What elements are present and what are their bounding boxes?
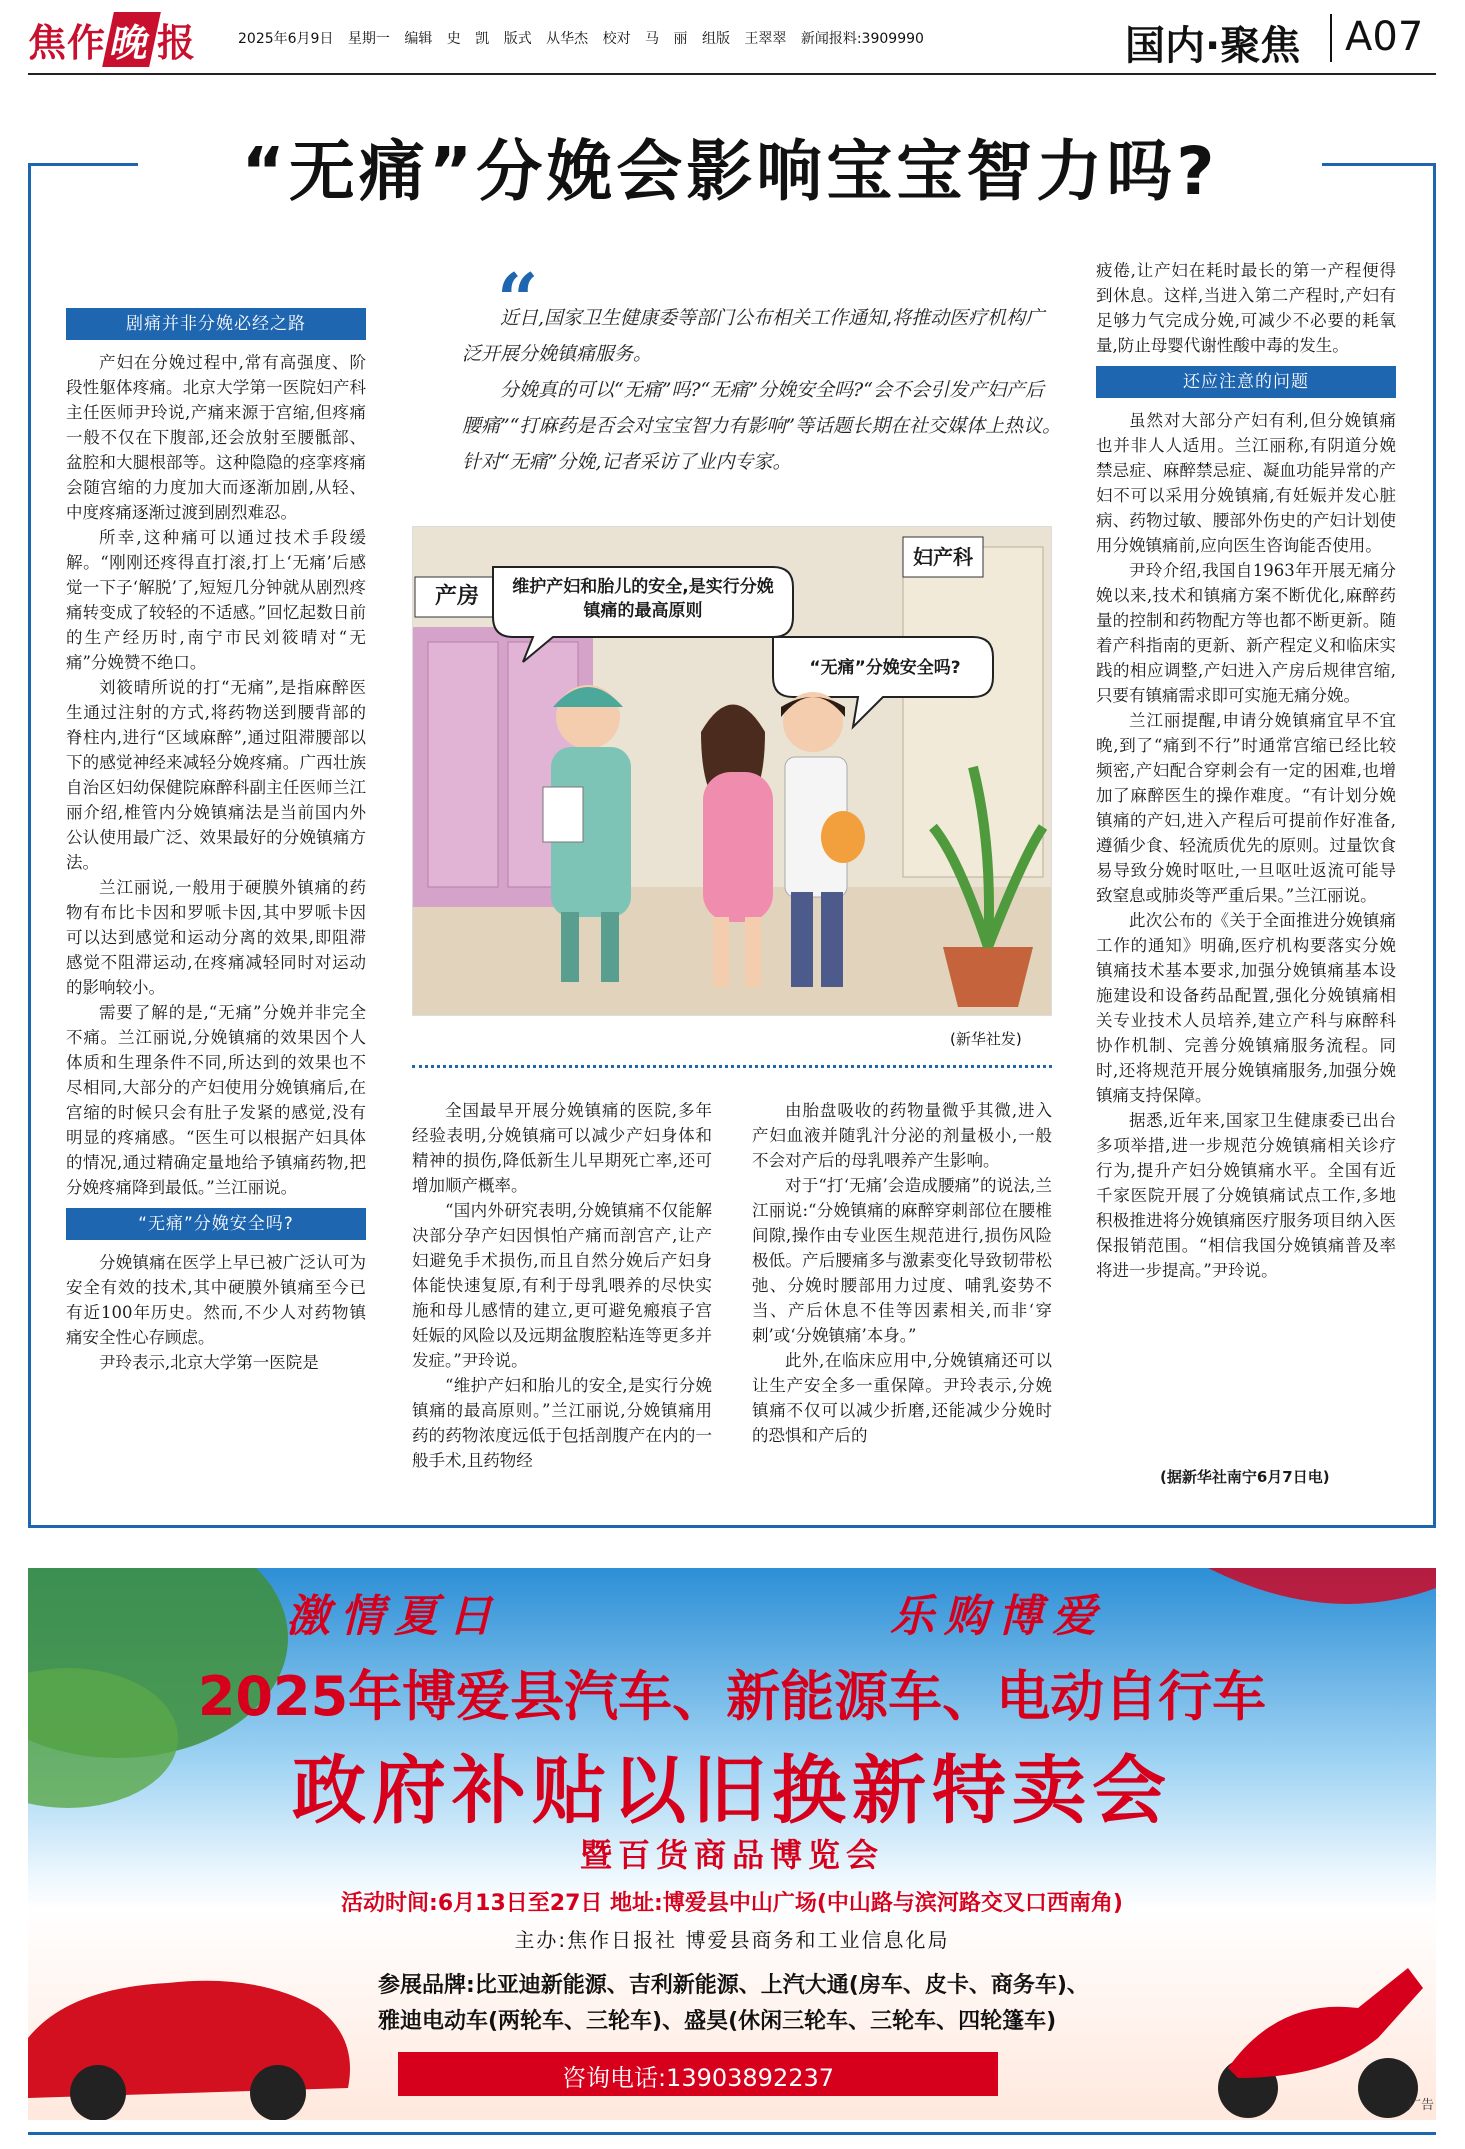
column-2 bbox=[412, 1098, 712, 1473]
paragraph: 所幸,这种痛可以通过技术手段缓解。“刚刚还疼得直打滚,打上‘无痛’后感觉一下子‘解脱’了,短短几分钟就从剧烈疼痛转变成了较轻的不适感。”回忆起数日前的生产经历时,南宁市民刘筱晴对“无痛”分娩赞不绝口。 bbox=[66, 528, 366, 672]
advertisement bbox=[28, 1568, 1436, 2120]
subheading-3: 还应注意的问题 bbox=[1096, 366, 1396, 398]
subheading-1: 剧痛并非分娩必经之路 bbox=[66, 308, 366, 340]
paragraph: 兰江丽提醒,申请分娩镇痛宜早不宜晚,到了“痛到不行”时通常宫缩已经比较频密,产妇配合穿刺会有一定的困难,也增加了麻醉医生的操作难度。“有计划分娩镇痛的产妇,进入产程后可提前作好准备,遵循少食、轻流质优先的原则。过量饮食易导致分娩时呕吐,一旦呕吐返流可能导致窒息或肺炎等严重后果。”兰江丽说。 bbox=[1096, 711, 1396, 905]
paragraph: 兰江丽说,一般用于硬膜外镇痛的药物有布比卡因和罗哌卡因,其中罗哌卡因可以达到感觉和运动分离的效果,即阻滞感觉不阻滞运动,在疼痛减轻同时对运动的影响较小。 bbox=[66, 878, 366, 997]
footer-rule bbox=[28, 2132, 1436, 2135]
paragraph: 此次公布的《关于全面推进分娩镇痛工作的通知》明确,医疗机构要落实分娩镇痛技术基本要求,加强分娩镇痛基本设施建设和设备药品配置,强化分娩镇痛相关专业技术人员培养,建立产科与麻醉科协作机制、完善分娩镇痛服务流程。同时,还将规范开展分娩镇痛服务,加强分娩镇痛支持保障。 bbox=[1096, 911, 1396, 1105]
dateline: (据新华社南宁6月7日电) bbox=[1160, 1468, 1330, 1486]
photo-credit: (新华社发) bbox=[950, 1030, 1022, 1048]
paragraph: 尹玲表示,北京大学第一医院是 bbox=[99, 1353, 319, 1372]
header-rule bbox=[28, 73, 1436, 75]
ad-phone: 咨询电话:13903892237 bbox=[561, 2064, 835, 2092]
speech-bubble-doctor: 维护产妇和胎儿的安全,是实行分娩镇痛的最高原则 bbox=[512, 577, 774, 621]
sign-delivery-room: 产房 bbox=[434, 584, 479, 609]
page-number: A07 bbox=[1345, 14, 1424, 60]
paragraph: 尹玲介绍,我国自1963年开展无痛分娩以来,技术和镇痛方案不断优化,麻醉药量的控制和药物配方等也都不断更新。随着产科指南的更新、新产程定义和临床实践的相应调整,产妇进入产房后规律宫缩,只要有镇痛需求即可实施无痛分娩。 bbox=[1096, 561, 1396, 705]
issue-meta: 2025年6月9日 星期一 编辑 史 凯 版式 从华杰 校对 马 丽 组版 王翠翠 新闻报料:3909990 bbox=[238, 31, 924, 47]
page-header bbox=[0, 0, 1465, 82]
ad-label: 广告 bbox=[1408, 2098, 1435, 2113]
section-divider bbox=[1330, 14, 1332, 62]
paragraph: 疲倦,让产妇在耗时最长的第一产程便得到休息。这样,当进入第二产程时,产妇有足够力气完成分娩,可减少不必要的耗氧量,防止母婴代谢性酸中毒的发生。 bbox=[1096, 261, 1396, 355]
paragraph: “国内外研究表明,分娩镇痛不仅能解决部分孕产妇因惧怕产痛而剖宫产,让产妇避免手术损伤,而且自然分娩后产妇身体能快速复原,有利于母乳喂养的尽快实施和母儿感情的建立,更可避免瘢痕子宫妊娠的风险以及远期盆腹腔粘连等更多并发症。”尹玲说。 bbox=[412, 1201, 712, 1370]
ad-slogan-right: 乐购博爱 bbox=[890, 1591, 1106, 1642]
quote-mark-icon: “ bbox=[497, 257, 539, 342]
ad-title-line1: 2025年博爱县汽车、新能源车、电动自行车 bbox=[197, 1665, 1267, 1728]
section-title: 国内·聚焦 bbox=[1125, 23, 1301, 69]
ad-host: 主办:焦作日报社 博爱县商务和工业信息化局 bbox=[514, 1928, 950, 1952]
paragraph: 分娩镇痛在医学上早已被广泛认可为安全有效的技术,其中硬膜外镇痛至今已有近100年历史。然而,不少人对药物镇痛安全性心存顾虑。 bbox=[66, 1253, 366, 1347]
paragraph: 对于“打‘无痛’会造成腰痛”的说法,兰江丽说:“分娩镇痛的麻醉穿刺部位在腰椎间隙,操作由专业医生规范进行,损伤风险极低。产后腰痛多与激素变化导致韧带松弛、分娩时腰部用力过度、哺乳姿势不当、产后休息不佳等因素相关,而非‘穿刺’或‘分娩镇痛’本身。” bbox=[752, 1176, 1052, 1345]
ad-slogan-left: 激情夏日 bbox=[286, 1591, 502, 1642]
subheading-2: “无痛”分娩安全吗? bbox=[66, 1208, 366, 1240]
ad-brands bbox=[378, 1968, 1198, 2040]
frame-top-right bbox=[1322, 163, 1436, 166]
headline: “无痛”分娩会影响宝宝智力吗? bbox=[241, 133, 1219, 210]
ad-time-address: 活动时间:6月13日至27日 地址:博爱县中山广场(中山路与滨河路交叉口西南角) bbox=[341, 1891, 1123, 1916]
lead-p1: 近日,国家卫生健康委等部门公布相关工作通知,将推动医疗机构广泛开展分娩镇痛服务。 bbox=[462, 307, 1045, 365]
lead-paragraph bbox=[462, 300, 1062, 480]
ad-brands-line1: 参展品牌:比亚迪新能源、吉利新能源、上汽大通(房车、皮卡、商务车)、 bbox=[378, 1973, 1089, 1998]
column-3 bbox=[752, 1098, 1052, 1448]
sign-obstetrics: 妇产科 bbox=[913, 545, 973, 569]
paragraph: 此外,在临床应用中,分娩镇痛还可以让生产安全多一重保障。尹玲表示,分娩镇痛不仅可以减少折磨,还能减少分娩时的恐惧和产后的 bbox=[752, 1351, 1052, 1445]
paragraph: 刘筱晴所说的打“无痛”,是指麻醉医生通过注射的方式,将药物送到腰背部的脊柱内,进行“区域麻醉”,通过阻滞腰部以下的感觉神经来减轻分娩疼痛。广西壮族自治区妇幼保健院麻醉科副主任医师兰江丽介绍,椎管内分娩镇痛法是当前国内外公认使用最广泛、效果最好的分娩镇痛方法。 bbox=[66, 678, 366, 872]
paragraph: 据悉,近年来,国家卫生健康委已出台多项举措,进一步规范分娩镇痛相关诊疗行为,提升产妇分娩镇痛水平。全国有近千家医院开展了分娩镇痛试点工作,多地积极推进将分娩镇痛医疗服务项目纳入医保报销范围。“相信我国分娩镇痛普及率将进一步提高。”尹玲说。 bbox=[1096, 1111, 1396, 1280]
column-1 bbox=[66, 300, 366, 1375]
ad-title-line2: 政府补贴以旧换新特卖会 bbox=[292, 1748, 1172, 1834]
masthead-logo: 焦作晚报 bbox=[28, 12, 196, 67]
paragraph: 产妇在分娩过程中,常有高强度、阶段性躯体疼痛。北京大学第一医院妇产科主任医师尹玲说,产痛来源于宫缩,但疼痛一般不仅在下腹部,还会放射至腰骶部、盆腔和大腿根部等。这种隐隐的痉挛疼痛会随宫缩的力度加大而逐渐加剧,从轻、中度疼痛逐渐过渡到剧烈难忍。 bbox=[66, 353, 366, 522]
paragraph: 虽然对大部分产妇有利,但分娩镇痛也并非人人适用。兰江丽称,有阴道分娩禁忌症、麻醉禁忌症、凝血功能异常的产妇不可以采用分娩镇痛,有妊娠并发心脏病、药物过敏、腰部外伤史的产妇计划使用分娩镇痛前,应向医生咨询能否使用。 bbox=[1096, 411, 1396, 555]
dotted-divider bbox=[412, 1065, 1052, 1068]
ad-brands-line2: 雅迪电动车(两轮车、三轮车)、盛昊(休闲三轮车、三轮车、四轮篷车) bbox=[378, 2009, 1057, 2034]
lead-p2: 分娩真的可以“无痛”吗?“无痛”分娩安全吗?“会不会引发产妇产后腰痛”“打麻药是否会对宝宝智力有影响”等话题长期在社交媒体上热议。针对“无痛”分娩,记者采访了业内专家。 bbox=[462, 379, 1062, 473]
paragraph: 全国最早开展分娩镇痛的医院,多年经验表明,分娩镇痛可以减少产妇身体和精神的损伤,降低新生儿早期死亡率,还可增加顺产概率。 bbox=[412, 1101, 712, 1195]
paragraph: 需要了解的是,“无痛”分娩并非完全不痛。兰江丽说,分娩镇痛的效果因个人体质和生理条件不同,所达到的效果也不尽相同,大部分的产妇使用分娩镇痛后,在宫缩的时候只会有肚子发紧的感觉,没有明显的疼痛感。“医生可以根据产妇具体的情况,通过精确定量地给予镇痛药物,把分娩疼痛降到最低。”兰江丽说。 bbox=[66, 1003, 366, 1197]
paragraph: “维护产妇和胎儿的安全,是实行分娩镇痛的最高原则。”兰江丽说,分娩镇痛用药的药物浓度远低于包括剖腹产在内的一般手术,且药物经 bbox=[412, 1376, 712, 1470]
speech-bubble-couple: “无痛”分娩安全吗? bbox=[809, 658, 961, 678]
frame-top-left bbox=[28, 163, 138, 166]
paragraph: 由胎盘吸收的药物量微乎其微,进入产妇血液并随乳汁分泌的剂量极小,一般不会对产后的母乳喂养产生影响。 bbox=[752, 1101, 1052, 1170]
column-4 bbox=[1096, 258, 1396, 1283]
illustration bbox=[412, 526, 1052, 1016]
ad-subtitle: 暨百货商品博览会 bbox=[579, 1836, 884, 1874]
